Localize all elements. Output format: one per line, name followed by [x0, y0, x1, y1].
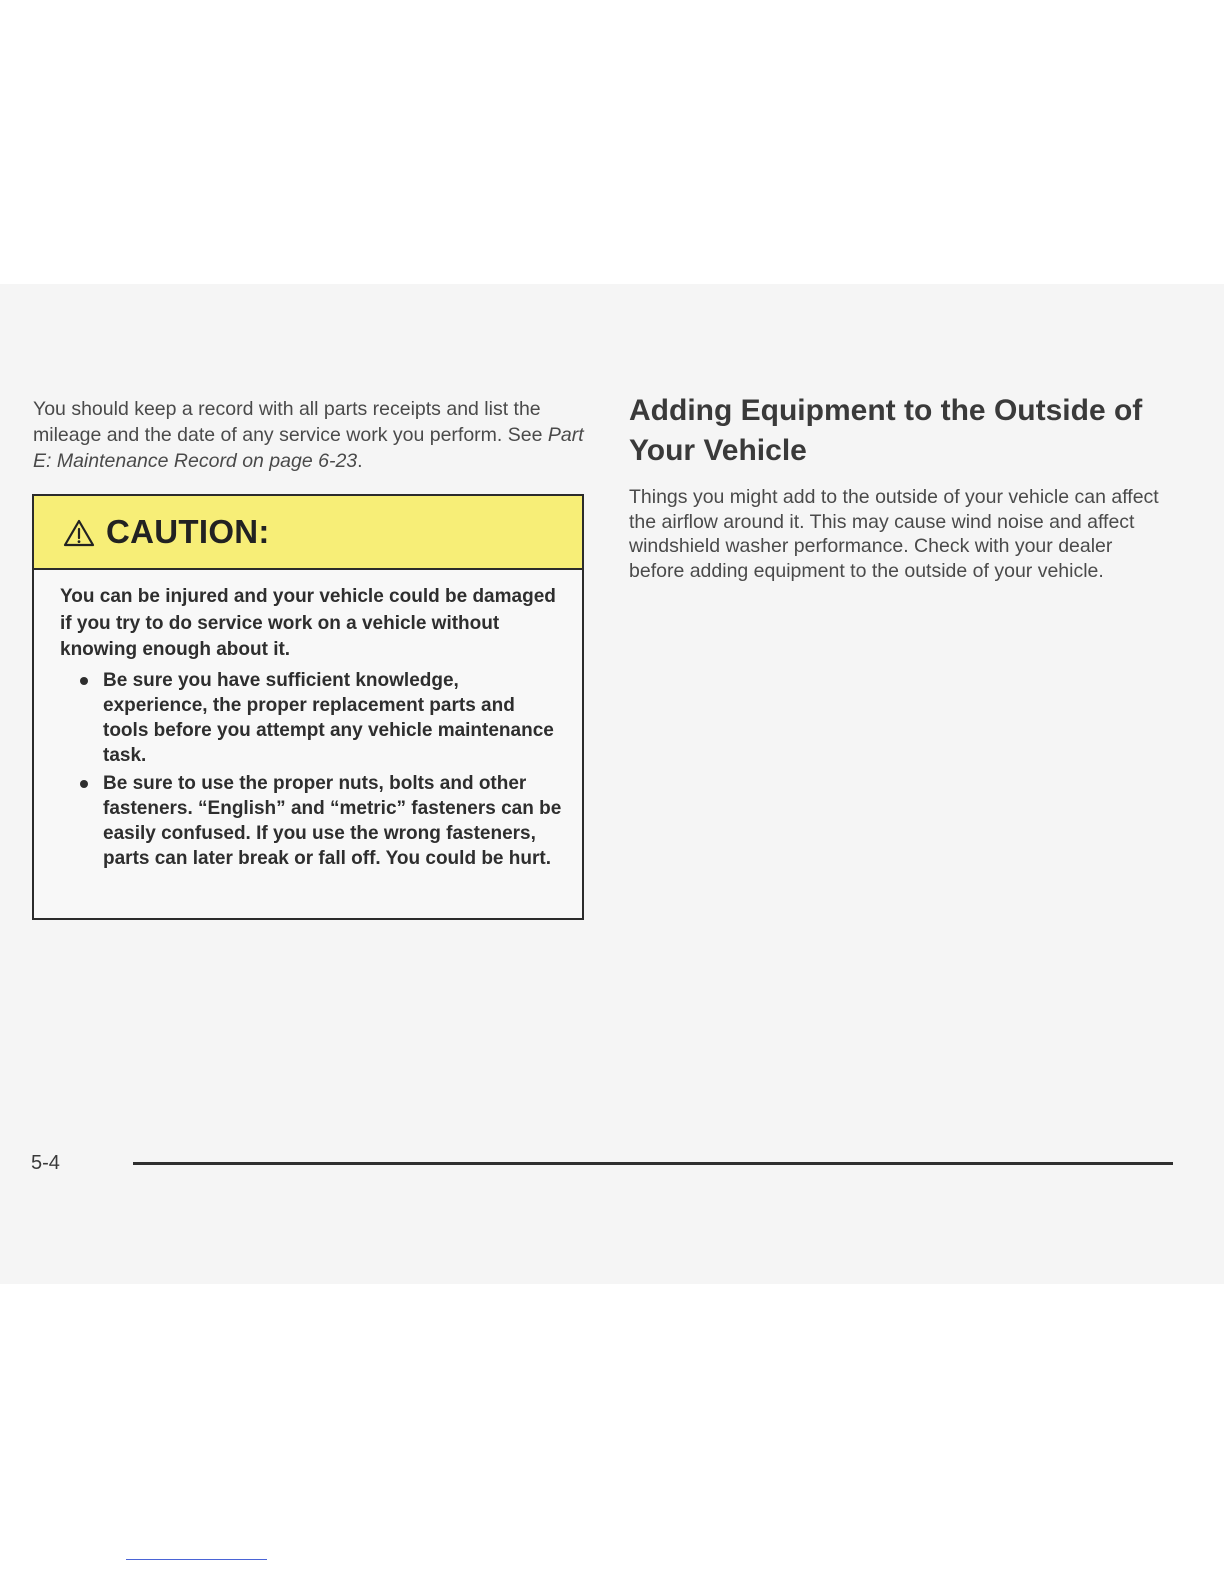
caution-list-item [60, 668, 562, 768]
caution-title: CAUTION: [106, 513, 270, 550]
caution-box [32, 494, 584, 920]
caution-list [60, 668, 562, 871]
caution-warning-text: You can be injured and your vehicle could be damaged if you try to do service work on a vehicle without knowing enough about it. [60, 586, 556, 660]
maintenance-record-reference: Part E: Maintenance Record on page 6-23 [33, 424, 584, 472]
caution-header [34, 496, 582, 570]
bullet-icon [80, 780, 88, 788]
caution-list-item-text: Be sure to use the proper nuts, bolts and other fasteners. “English” and “metric” fasteners can be easily confused. If you use the wrong fasteners, parts can later break or fall off. You could be hurt. [103, 772, 562, 869]
intro-period: . [357, 450, 363, 472]
intro-text: You should keep a record with all parts receipts and list the mileage and the date of any service work you perform. See [33, 398, 548, 446]
warning-triangle-icon [62, 518, 96, 548]
caution-body [34, 570, 582, 871]
caution-list-item-text: Be sure you have sufficient knowledge, experience, the proper replacement parts and tools before you attempt any vehicle maintenance task. [103, 669, 554, 766]
section-paragraph: Things you might add to the outside of your vehicle can affect the airflow around it. This may cause wind noise and affect windshield washer performance. Check with your dealer before adding equipment to the outside of your vehicle. [629, 486, 1159, 582]
intro-paragraph [33, 396, 593, 474]
caution-list-item [60, 771, 562, 871]
bullet-icon [80, 677, 88, 685]
link-underline [126, 1559, 267, 1560]
page-number: 5-4 [31, 1152, 60, 1174]
section-heading: Adding Equipment to the Outside of Your Vehicle [629, 394, 1143, 467]
footer-divider [133, 1162, 1173, 1165]
